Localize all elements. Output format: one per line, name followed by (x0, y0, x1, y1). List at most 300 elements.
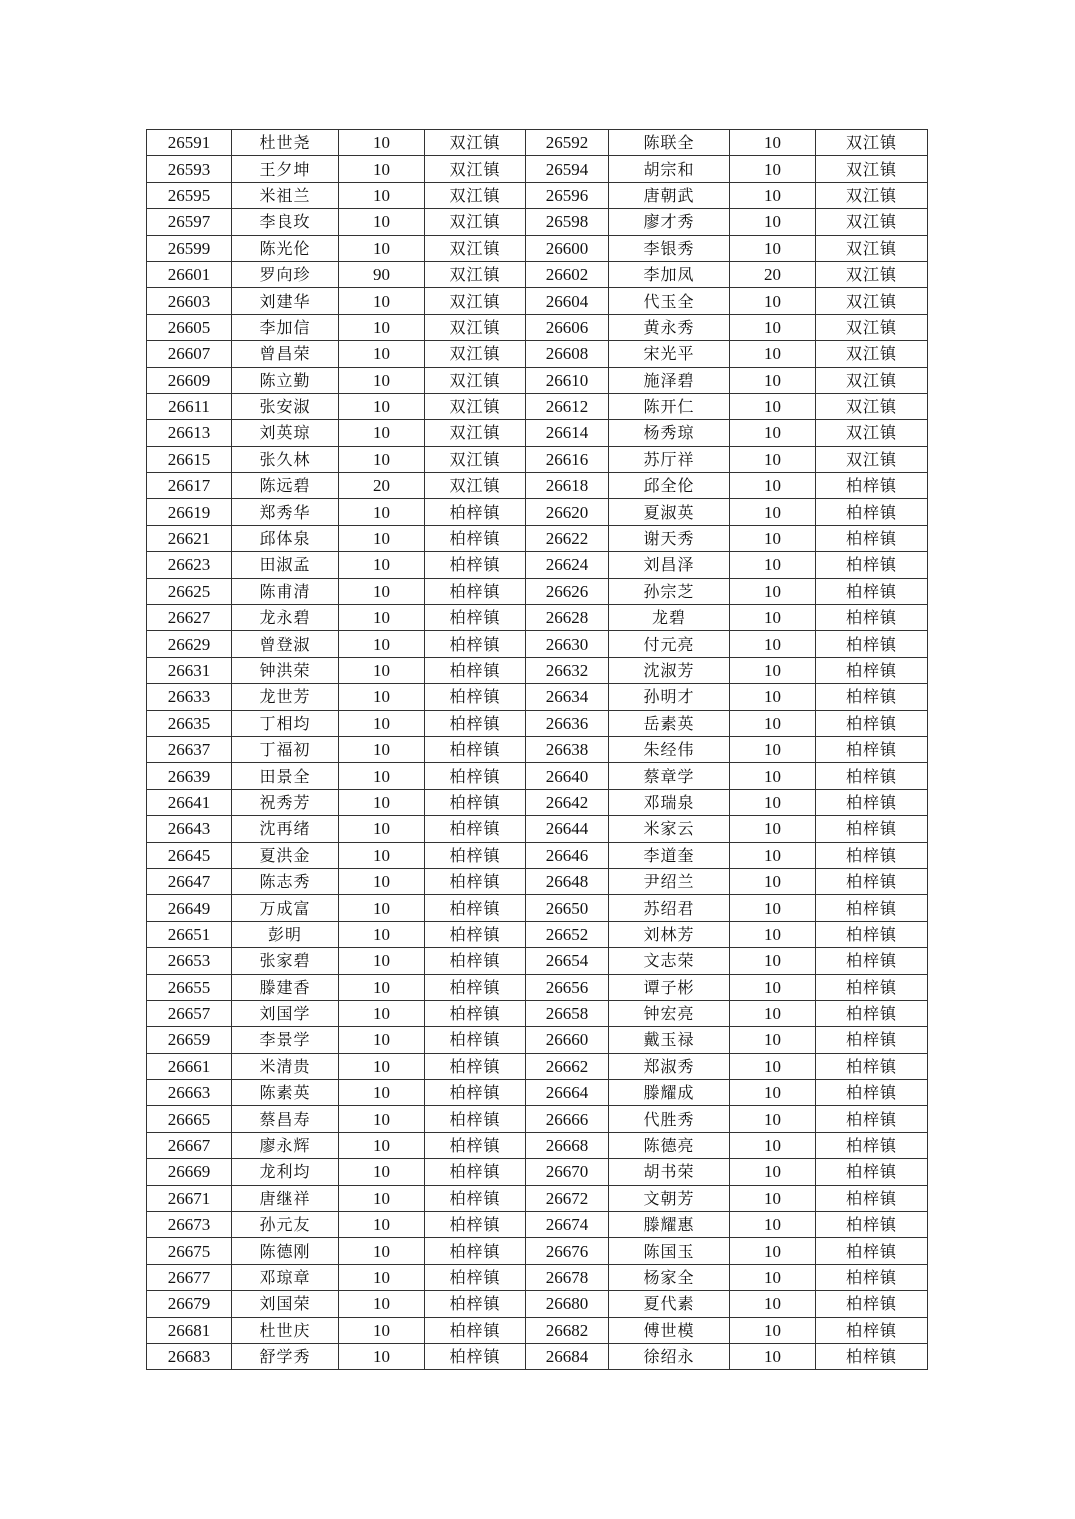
table-row (147, 578, 928, 604)
table-row (147, 209, 928, 235)
left-id-cell: 26665 (147, 1106, 232, 1132)
right-name-cell: 邱全伦 (609, 473, 730, 499)
left-town-cell: 柏梓镇 (425, 1317, 526, 1343)
left-amount-cell: 10 (339, 1291, 425, 1317)
right-name-cell: 李道奎 (609, 842, 730, 868)
right-name-cell: 夏淑英 (609, 499, 730, 525)
right-name-cell: 陈开仁 (609, 393, 730, 419)
table-row (147, 710, 928, 736)
left-amount-cell: 10 (339, 921, 425, 947)
right-town-cell: 柏梓镇 (816, 1132, 928, 1158)
left-amount-cell: 10 (339, 1212, 425, 1238)
right-town-cell: 柏梓镇 (816, 1027, 928, 1053)
table-row (147, 842, 928, 868)
right-amount-cell: 20 (730, 261, 816, 287)
left-town-cell: 柏梓镇 (425, 1291, 526, 1317)
left-name-cell: 田淑孟 (232, 552, 339, 578)
left-name-cell: 王夕坤 (232, 156, 339, 182)
right-id-cell: 26652 (526, 921, 609, 947)
left-name-cell: 刘国荣 (232, 1291, 339, 1317)
left-town-cell: 柏梓镇 (425, 552, 526, 578)
right-name-cell: 朱经伟 (609, 736, 730, 762)
right-id-cell: 26626 (526, 578, 609, 604)
left-name-cell: 田景全 (232, 763, 339, 789)
left-amount-cell: 10 (339, 499, 425, 525)
table-row (147, 499, 928, 525)
table-row (147, 314, 928, 340)
left-town-cell: 柏梓镇 (425, 710, 526, 736)
left-amount-cell: 10 (339, 1106, 425, 1132)
left-town-cell: 双江镇 (425, 209, 526, 235)
left-id-cell: 26657 (147, 1000, 232, 1026)
right-name-cell: 代胜秀 (609, 1106, 730, 1132)
left-id-cell: 26639 (147, 763, 232, 789)
left-amount-cell: 10 (339, 789, 425, 815)
right-id-cell: 26644 (526, 816, 609, 842)
right-name-cell: 唐朝武 (609, 182, 730, 208)
right-id-cell: 26610 (526, 367, 609, 393)
right-amount-cell: 10 (730, 1159, 816, 1185)
left-town-cell: 双江镇 (425, 156, 526, 182)
right-town-cell: 双江镇 (816, 341, 928, 367)
left-id-cell: 26627 (147, 605, 232, 631)
right-id-cell: 26664 (526, 1080, 609, 1106)
right-town-cell: 双江镇 (816, 130, 928, 156)
left-amount-cell: 10 (339, 552, 425, 578)
left-name-cell: 罗向珍 (232, 261, 339, 287)
right-amount-cell: 10 (730, 1185, 816, 1211)
left-town-cell: 柏梓镇 (425, 842, 526, 868)
right-amount-cell: 10 (730, 156, 816, 182)
left-id-cell: 26603 (147, 288, 232, 314)
right-id-cell: 26624 (526, 552, 609, 578)
right-name-cell: 蔡章学 (609, 763, 730, 789)
left-name-cell: 杜世庆 (232, 1317, 339, 1343)
right-town-cell: 柏梓镇 (816, 1053, 928, 1079)
table-row (147, 235, 928, 261)
right-amount-cell: 10 (730, 816, 816, 842)
right-town-cell: 双江镇 (816, 314, 928, 340)
left-town-cell: 柏梓镇 (425, 1027, 526, 1053)
left-id-cell: 26629 (147, 631, 232, 657)
left-amount-cell: 10 (339, 1264, 425, 1290)
right-id-cell: 26602 (526, 261, 609, 287)
right-name-cell: 戴玉禄 (609, 1027, 730, 1053)
right-name-cell: 谢天秀 (609, 525, 730, 551)
left-town-cell: 双江镇 (425, 446, 526, 472)
right-amount-cell: 10 (730, 1264, 816, 1290)
left-id-cell: 26607 (147, 341, 232, 367)
right-id-cell: 26620 (526, 499, 609, 525)
left-name-cell: 刘英琼 (232, 420, 339, 446)
left-amount-cell: 10 (339, 446, 425, 472)
table-row (147, 605, 928, 631)
left-id-cell: 26677 (147, 1264, 232, 1290)
table-row (147, 367, 928, 393)
table-row (147, 1343, 928, 1369)
left-town-cell: 双江镇 (425, 235, 526, 261)
right-id-cell: 26628 (526, 605, 609, 631)
right-amount-cell: 10 (730, 473, 816, 499)
left-id-cell: 26605 (147, 314, 232, 340)
right-town-cell: 柏梓镇 (816, 1264, 928, 1290)
right-amount-cell: 10 (730, 209, 816, 235)
right-id-cell: 26592 (526, 130, 609, 156)
left-town-cell: 双江镇 (425, 288, 526, 314)
right-id-cell: 26608 (526, 341, 609, 367)
right-name-cell: 杨家全 (609, 1264, 730, 1290)
table-row (147, 1291, 928, 1317)
table-row (147, 1159, 928, 1185)
right-amount-cell: 10 (730, 446, 816, 472)
left-town-cell: 柏梓镇 (425, 1264, 526, 1290)
right-name-cell: 滕耀惠 (609, 1212, 730, 1238)
right-id-cell: 26622 (526, 525, 609, 551)
right-amount-cell: 10 (730, 1053, 816, 1079)
left-id-cell: 26611 (147, 393, 232, 419)
left-amount-cell: 10 (339, 684, 425, 710)
left-name-cell: 廖永辉 (232, 1132, 339, 1158)
right-town-cell: 双江镇 (816, 288, 928, 314)
right-name-cell: 滕耀成 (609, 1080, 730, 1106)
right-town-cell: 柏梓镇 (816, 895, 928, 921)
left-id-cell: 26671 (147, 1185, 232, 1211)
right-amount-cell: 10 (730, 420, 816, 446)
right-name-cell: 钟宏亮 (609, 1000, 730, 1026)
left-name-cell: 刘建华 (232, 288, 339, 314)
left-amount-cell: 10 (339, 420, 425, 446)
table-row (147, 921, 928, 947)
right-amount-cell: 10 (730, 499, 816, 525)
left-id-cell: 26633 (147, 684, 232, 710)
right-name-cell: 陈德亮 (609, 1132, 730, 1158)
left-id-cell: 26597 (147, 209, 232, 235)
left-id-cell: 26615 (147, 446, 232, 472)
right-amount-cell: 10 (730, 631, 816, 657)
left-town-cell: 柏梓镇 (425, 605, 526, 631)
left-amount-cell: 10 (339, 868, 425, 894)
right-id-cell: 26594 (526, 156, 609, 182)
left-id-cell: 26667 (147, 1132, 232, 1158)
table-row (147, 473, 928, 499)
right-name-cell: 孙明才 (609, 684, 730, 710)
left-name-cell: 杜世尧 (232, 130, 339, 156)
left-amount-cell: 10 (339, 1000, 425, 1026)
right-id-cell: 26662 (526, 1053, 609, 1079)
table-row (147, 895, 928, 921)
right-name-cell: 李银秀 (609, 235, 730, 261)
right-id-cell: 26676 (526, 1238, 609, 1264)
right-town-cell: 柏梓镇 (816, 1185, 928, 1211)
right-town-cell: 柏梓镇 (816, 710, 928, 736)
table-row (147, 631, 928, 657)
right-name-cell: 宋光平 (609, 341, 730, 367)
table-row (147, 525, 928, 551)
table-row (147, 974, 928, 1000)
left-name-cell: 李景学 (232, 1027, 339, 1053)
table-row (147, 130, 928, 156)
left-town-cell: 柏梓镇 (425, 895, 526, 921)
table-row (147, 1132, 928, 1158)
left-name-cell: 陈德刚 (232, 1238, 339, 1264)
left-amount-cell: 10 (339, 605, 425, 631)
left-name-cell: 李良玫 (232, 209, 339, 235)
left-town-cell: 柏梓镇 (425, 1106, 526, 1132)
left-town-cell: 柏梓镇 (425, 974, 526, 1000)
right-amount-cell: 10 (730, 1317, 816, 1343)
left-town-cell: 柏梓镇 (425, 684, 526, 710)
left-name-cell: 米清贵 (232, 1053, 339, 1079)
right-town-cell: 柏梓镇 (816, 1159, 928, 1185)
left-town-cell: 柏梓镇 (425, 1343, 526, 1369)
right-town-cell: 双江镇 (816, 367, 928, 393)
table-row (147, 1185, 928, 1211)
left-town-cell: 柏梓镇 (425, 1185, 526, 1211)
left-town-cell: 柏梓镇 (425, 631, 526, 657)
left-id-cell: 26591 (147, 130, 232, 156)
left-id-cell: 26683 (147, 1343, 232, 1369)
table-row (147, 789, 928, 815)
right-name-cell: 苏厅祥 (609, 446, 730, 472)
left-name-cell: 郑秀华 (232, 499, 339, 525)
left-amount-cell: 10 (339, 763, 425, 789)
right-name-cell: 陈国玉 (609, 1238, 730, 1264)
table-row (147, 393, 928, 419)
left-id-cell: 26595 (147, 182, 232, 208)
left-id-cell: 26659 (147, 1027, 232, 1053)
right-amount-cell: 10 (730, 684, 816, 710)
left-name-cell: 曾登淑 (232, 631, 339, 657)
right-amount-cell: 10 (730, 736, 816, 762)
right-amount-cell: 10 (730, 1291, 816, 1317)
right-town-cell: 双江镇 (816, 182, 928, 208)
left-id-cell: 26617 (147, 473, 232, 499)
right-town-cell: 柏梓镇 (816, 974, 928, 1000)
left-town-cell: 柏梓镇 (425, 816, 526, 842)
right-town-cell: 柏梓镇 (816, 578, 928, 604)
left-amount-cell: 10 (339, 182, 425, 208)
left-town-cell: 柏梓镇 (425, 525, 526, 551)
right-name-cell: 文朝芳 (609, 1185, 730, 1211)
left-town-cell: 双江镇 (425, 341, 526, 367)
right-id-cell: 26648 (526, 868, 609, 894)
left-name-cell: 邱体泉 (232, 525, 339, 551)
right-town-cell: 双江镇 (816, 393, 928, 419)
left-amount-cell: 10 (339, 1027, 425, 1053)
right-town-cell: 柏梓镇 (816, 816, 928, 842)
right-name-cell: 岳素英 (609, 710, 730, 736)
right-name-cell: 傅世模 (609, 1317, 730, 1343)
right-id-cell: 26632 (526, 657, 609, 683)
right-town-cell: 柏梓镇 (816, 842, 928, 868)
right-name-cell: 苏绍君 (609, 895, 730, 921)
left-amount-cell: 10 (339, 895, 425, 921)
right-id-cell: 26668 (526, 1132, 609, 1158)
left-town-cell: 柏梓镇 (425, 1053, 526, 1079)
left-town-cell: 柏梓镇 (425, 736, 526, 762)
right-name-cell: 付元亮 (609, 631, 730, 657)
right-town-cell: 柏梓镇 (816, 921, 928, 947)
right-id-cell: 26660 (526, 1027, 609, 1053)
right-amount-cell: 10 (730, 1132, 816, 1158)
left-amount-cell: 10 (339, 1159, 425, 1185)
table-row (147, 1317, 928, 1343)
left-id-cell: 26643 (147, 816, 232, 842)
left-name-cell: 钟洪荣 (232, 657, 339, 683)
right-id-cell: 26616 (526, 446, 609, 472)
right-amount-cell: 10 (730, 314, 816, 340)
right-id-cell: 26684 (526, 1343, 609, 1369)
right-town-cell: 双江镇 (816, 156, 928, 182)
right-town-cell: 双江镇 (816, 235, 928, 261)
left-id-cell: 26661 (147, 1053, 232, 1079)
right-town-cell: 柏梓镇 (816, 1291, 928, 1317)
left-name-cell: 丁相均 (232, 710, 339, 736)
left-id-cell: 26663 (147, 1080, 232, 1106)
left-id-cell: 26613 (147, 420, 232, 446)
left-town-cell: 柏梓镇 (425, 948, 526, 974)
left-id-cell: 26669 (147, 1159, 232, 1185)
left-amount-cell: 10 (339, 816, 425, 842)
right-town-cell: 双江镇 (816, 420, 928, 446)
table-row (147, 1106, 928, 1132)
left-town-cell: 柏梓镇 (425, 1238, 526, 1264)
left-id-cell: 26619 (147, 499, 232, 525)
right-id-cell: 26674 (526, 1212, 609, 1238)
left-amount-cell: 10 (339, 525, 425, 551)
table-row (147, 1264, 928, 1290)
right-name-cell: 陈联全 (609, 130, 730, 156)
right-id-cell: 26604 (526, 288, 609, 314)
left-name-cell: 孙元友 (232, 1212, 339, 1238)
right-town-cell: 柏梓镇 (816, 684, 928, 710)
right-name-cell: 徐绍永 (609, 1343, 730, 1369)
right-name-cell: 胡宗和 (609, 156, 730, 182)
right-name-cell: 刘昌泽 (609, 552, 730, 578)
table-row (147, 736, 928, 762)
left-amount-cell: 10 (339, 1317, 425, 1343)
left-id-cell: 26621 (147, 525, 232, 551)
right-amount-cell: 10 (730, 130, 816, 156)
table-row (147, 182, 928, 208)
roster-table-body (147, 130, 928, 1370)
right-amount-cell: 10 (730, 1238, 816, 1264)
left-name-cell: 彭明 (232, 921, 339, 947)
right-id-cell: 26682 (526, 1317, 609, 1343)
right-town-cell: 柏梓镇 (816, 525, 928, 551)
left-id-cell: 26647 (147, 868, 232, 894)
right-town-cell: 柏梓镇 (816, 552, 928, 578)
left-amount-cell: 10 (339, 1080, 425, 1106)
right-name-cell: 施泽碧 (609, 367, 730, 393)
right-id-cell: 26672 (526, 1185, 609, 1211)
left-amount-cell: 10 (339, 1132, 425, 1158)
table-row (147, 552, 928, 578)
table-row (147, 1053, 928, 1079)
right-town-cell: 柏梓镇 (816, 1317, 928, 1343)
right-id-cell: 26642 (526, 789, 609, 815)
right-town-cell: 柏梓镇 (816, 763, 928, 789)
table-row (147, 1000, 928, 1026)
table-row (147, 341, 928, 367)
right-name-cell: 谭子彬 (609, 974, 730, 1000)
left-town-cell: 柏梓镇 (425, 657, 526, 683)
right-amount-cell: 10 (730, 1212, 816, 1238)
right-name-cell: 孙宗芝 (609, 578, 730, 604)
left-amount-cell: 10 (339, 578, 425, 604)
right-name-cell: 文志荣 (609, 948, 730, 974)
right-id-cell: 26678 (526, 1264, 609, 1290)
right-name-cell: 胡书荣 (609, 1159, 730, 1185)
table-row (147, 156, 928, 182)
left-town-cell: 双江镇 (425, 130, 526, 156)
left-amount-cell: 10 (339, 631, 425, 657)
right-amount-cell: 10 (730, 710, 816, 736)
left-town-cell: 柏梓镇 (425, 1159, 526, 1185)
table-row (147, 1027, 928, 1053)
right-town-cell: 柏梓镇 (816, 789, 928, 815)
table-row (147, 1212, 928, 1238)
right-name-cell: 刘林芳 (609, 921, 730, 947)
left-name-cell: 张久林 (232, 446, 339, 472)
left-town-cell: 双江镇 (425, 261, 526, 287)
right-town-cell: 柏梓镇 (816, 1080, 928, 1106)
left-amount-cell: 10 (339, 156, 425, 182)
left-name-cell: 唐继祥 (232, 1185, 339, 1211)
left-town-cell: 柏梓镇 (425, 578, 526, 604)
left-name-cell: 陈远碧 (232, 473, 339, 499)
left-amount-cell: 10 (339, 710, 425, 736)
right-amount-cell: 10 (730, 605, 816, 631)
left-amount-cell: 10 (339, 235, 425, 261)
right-amount-cell: 10 (730, 182, 816, 208)
left-name-cell: 陈光伦 (232, 235, 339, 261)
left-amount-cell: 20 (339, 473, 425, 499)
left-name-cell: 沈再绪 (232, 816, 339, 842)
table-row (147, 948, 928, 974)
left-town-cell: 双江镇 (425, 473, 526, 499)
right-id-cell: 26614 (526, 420, 609, 446)
right-name-cell: 廖才秀 (609, 209, 730, 235)
right-id-cell: 26634 (526, 684, 609, 710)
left-id-cell: 26635 (147, 710, 232, 736)
left-name-cell: 陈立勤 (232, 367, 339, 393)
left-town-cell: 柏梓镇 (425, 1080, 526, 1106)
left-town-cell: 双江镇 (425, 420, 526, 446)
right-id-cell: 26598 (526, 209, 609, 235)
left-amount-cell: 10 (339, 209, 425, 235)
left-amount-cell: 10 (339, 1238, 425, 1264)
right-name-cell: 李加凤 (609, 261, 730, 287)
left-id-cell: 26623 (147, 552, 232, 578)
right-id-cell: 26600 (526, 235, 609, 261)
right-amount-cell: 10 (730, 1106, 816, 1132)
right-id-cell: 26630 (526, 631, 609, 657)
left-amount-cell: 10 (339, 974, 425, 1000)
left-amount-cell: 90 (339, 261, 425, 287)
left-town-cell: 双江镇 (425, 182, 526, 208)
left-amount-cell: 10 (339, 314, 425, 340)
right-amount-cell: 10 (730, 657, 816, 683)
right-town-cell: 柏梓镇 (816, 1212, 928, 1238)
right-id-cell: 26596 (526, 182, 609, 208)
right-town-cell: 柏梓镇 (816, 1000, 928, 1026)
right-id-cell: 26606 (526, 314, 609, 340)
right-amount-cell: 10 (730, 235, 816, 261)
left-amount-cell: 10 (339, 1185, 425, 1211)
left-id-cell: 26653 (147, 948, 232, 974)
table-row (147, 1080, 928, 1106)
